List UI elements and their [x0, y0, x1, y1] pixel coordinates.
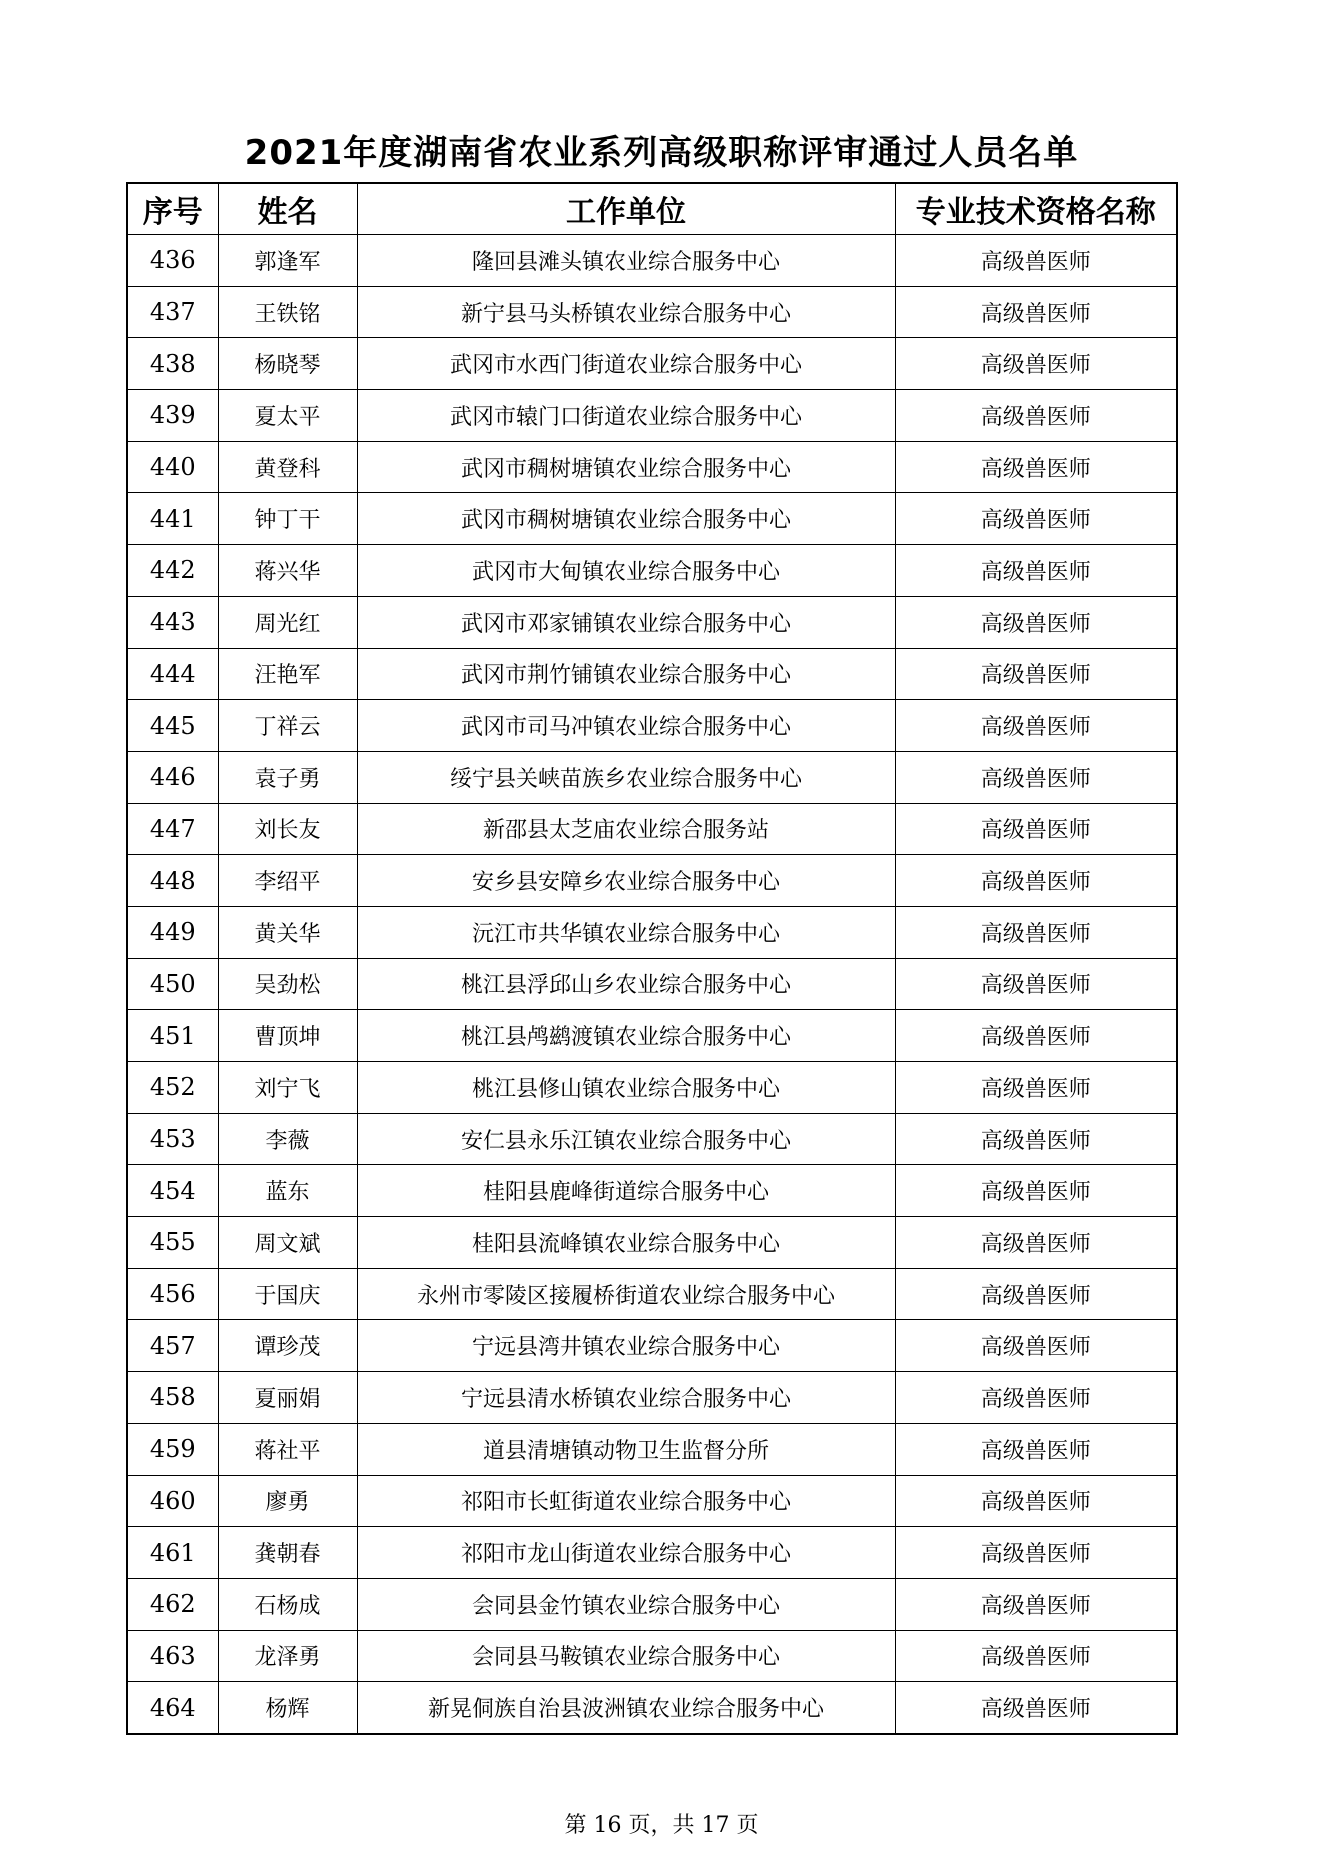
cell-name: 刘长友 — [218, 803, 357, 855]
cell-qualification: 高级兽医师 — [895, 1165, 1177, 1217]
cell-work-unit: 武冈市水西门街道农业综合服务中心 — [357, 338, 895, 390]
cell-serial: 444 — [127, 648, 218, 700]
table-row — [127, 648, 1177, 700]
cell-work-unit: 隆回县滩头镇农业综合服务中心 — [357, 235, 895, 287]
cell-name: 李薇 — [218, 1113, 357, 1165]
cell-qualification: 高级兽医师 — [895, 1578, 1177, 1630]
table-row — [127, 1320, 1177, 1372]
cell-name: 黄登科 — [218, 441, 357, 493]
cell-name: 李绍平 — [218, 855, 357, 907]
cell-name: 龙泽勇 — [218, 1630, 357, 1682]
cell-work-unit: 桃江县浮邱山乡农业综合服务中心 — [357, 958, 895, 1010]
cell-qualification: 高级兽医师 — [895, 338, 1177, 390]
page-title: 2021年度湖南省农业系列高级职称评审通过人员名单 — [244, 133, 1079, 173]
cell-work-unit: 宁远县清水桥镇农业综合服务中心 — [357, 1372, 895, 1424]
cell-name: 吴劲松 — [218, 958, 357, 1010]
cell-work-unit: 绥宁县关峡苗族乡农业综合服务中心 — [357, 751, 895, 803]
cell-serial: 463 — [127, 1630, 218, 1682]
table-row — [127, 1010, 1177, 1062]
cell-name: 汪艳军 — [218, 648, 357, 700]
cell-work-unit: 武冈市司马冲镇农业综合服务中心 — [357, 700, 895, 752]
column-header-qualification: 专业技术资格名称 — [895, 183, 1177, 235]
cell-qualification: 高级兽医师 — [895, 751, 1177, 803]
cell-qualification: 高级兽医师 — [895, 1113, 1177, 1165]
cell-name: 郭逢军 — [218, 235, 357, 287]
cell-work-unit: 沅江市共华镇农业综合服务中心 — [357, 906, 895, 958]
cell-name: 杨晓琴 — [218, 338, 357, 390]
cell-qualification: 高级兽医师 — [895, 1682, 1177, 1734]
table-row — [127, 958, 1177, 1010]
cell-serial: 450 — [127, 958, 218, 1010]
cell-work-unit: 桂阳县鹿峰街道综合服务中心 — [357, 1165, 895, 1217]
roster-table — [126, 182, 1178, 1735]
column-header-name: 姓名 — [218, 183, 357, 235]
cell-serial: 442 — [127, 545, 218, 597]
cell-qualification: 高级兽医师 — [895, 648, 1177, 700]
table-body — [127, 235, 1177, 1734]
cell-serial: 458 — [127, 1372, 218, 1424]
cell-qualification: 高级兽医师 — [895, 958, 1177, 1010]
table-row — [127, 1475, 1177, 1527]
cell-name: 曹顶坤 — [218, 1010, 357, 1062]
cell-work-unit: 新邵县太芝庙农业综合服务站 — [357, 803, 895, 855]
table-row — [127, 855, 1177, 907]
table-row — [127, 338, 1177, 390]
cell-serial: 456 — [127, 1268, 218, 1320]
cell-work-unit: 道县清塘镇动物卫生监督分所 — [357, 1423, 895, 1475]
cell-name: 杨辉 — [218, 1682, 357, 1734]
page-footer — [0, 1808, 1323, 1844]
cell-work-unit: 武冈市大甸镇农业综合服务中心 — [357, 545, 895, 597]
cell-serial: 455 — [127, 1217, 218, 1269]
cell-qualification: 高级兽医师 — [895, 1062, 1177, 1114]
cell-work-unit: 祁阳市长虹街道农业综合服务中心 — [357, 1475, 895, 1527]
cell-name: 蓝东 — [218, 1165, 357, 1217]
cell-serial: 459 — [127, 1423, 218, 1475]
table-row — [127, 1423, 1177, 1475]
table-row — [127, 1268, 1177, 1320]
cell-work-unit: 武冈市荆竹铺镇农业综合服务中心 — [357, 648, 895, 700]
table-row — [127, 1630, 1177, 1682]
cell-serial: 441 — [127, 493, 218, 545]
table-row — [127, 700, 1177, 752]
cell-serial: 449 — [127, 906, 218, 958]
cell-name: 黄关华 — [218, 906, 357, 958]
cell-serial: 445 — [127, 700, 218, 752]
cell-qualification: 高级兽医师 — [895, 441, 1177, 493]
cell-work-unit: 会同县马鞍镇农业综合服务中心 — [357, 1630, 895, 1682]
cell-qualification: 高级兽医师 — [895, 1527, 1177, 1579]
cell-work-unit: 武冈市邓家铺镇农业综合服务中心 — [357, 596, 895, 648]
cell-name: 廖勇 — [218, 1475, 357, 1527]
cell-qualification: 高级兽医师 — [895, 1475, 1177, 1527]
cell-serial: 451 — [127, 1010, 218, 1062]
cell-serial: 462 — [127, 1578, 218, 1630]
cell-work-unit: 新晃侗族自治县波洲镇农业综合服务中心 — [357, 1682, 895, 1734]
cell-serial: 452 — [127, 1062, 218, 1114]
cell-name: 周文斌 — [218, 1217, 357, 1269]
cell-serial: 436 — [127, 235, 218, 287]
cell-name: 夏丽娟 — [218, 1372, 357, 1424]
table-row — [127, 1527, 1177, 1579]
cell-work-unit: 会同县金竹镇农业综合服务中心 — [357, 1578, 895, 1630]
cell-qualification: 高级兽医师 — [895, 1423, 1177, 1475]
cell-serial: 461 — [127, 1527, 218, 1579]
cell-qualification: 高级兽医师 — [895, 493, 1177, 545]
cell-serial: 453 — [127, 1113, 218, 1165]
cell-name: 谭珍茂 — [218, 1320, 357, 1372]
cell-name: 石杨成 — [218, 1578, 357, 1630]
table-row — [127, 1372, 1177, 1424]
cell-serial: 443 — [127, 596, 218, 648]
page-number: 第 16 页，共 17 页 — [564, 1813, 759, 1838]
cell-serial: 437 — [127, 286, 218, 338]
cell-work-unit: 永州市零陵区接履桥街道农业综合服务中心 — [357, 1268, 895, 1320]
cell-work-unit: 桂阳县流峰镇农业综合服务中心 — [357, 1217, 895, 1269]
table-row — [127, 493, 1177, 545]
cell-name: 袁子勇 — [218, 751, 357, 803]
column-header-work-unit: 工作单位 — [357, 183, 895, 235]
cell-name: 夏太平 — [218, 390, 357, 442]
cell-work-unit: 安乡县安障乡农业综合服务中心 — [357, 855, 895, 907]
cell-work-unit: 武冈市辕门口街道农业综合服务中心 — [357, 390, 895, 442]
cell-work-unit: 宁远县湾井镇农业综合服务中心 — [357, 1320, 895, 1372]
table-row — [127, 803, 1177, 855]
cell-qualification: 高级兽医师 — [895, 1217, 1177, 1269]
cell-qualification: 高级兽医师 — [895, 1010, 1177, 1062]
table-row — [127, 1113, 1177, 1165]
column-header-serial: 序号 — [127, 183, 218, 235]
cell-name: 刘宁飞 — [218, 1062, 357, 1114]
cell-name: 周光红 — [218, 596, 357, 648]
cell-name: 龚朝春 — [218, 1527, 357, 1579]
cell-serial: 464 — [127, 1682, 218, 1734]
table-row — [127, 906, 1177, 958]
cell-serial: 448 — [127, 855, 218, 907]
cell-serial: 439 — [127, 390, 218, 442]
cell-qualification: 高级兽医师 — [895, 906, 1177, 958]
table-header-row — [127, 183, 1177, 235]
table-row — [127, 1682, 1177, 1734]
cell-work-unit: 安仁县永乐江镇农业综合服务中心 — [357, 1113, 895, 1165]
cell-serial: 440 — [127, 441, 218, 493]
cell-qualification: 高级兽医师 — [895, 596, 1177, 648]
cell-qualification: 高级兽医师 — [895, 1320, 1177, 1372]
table-row — [127, 545, 1177, 597]
table-row — [127, 1165, 1177, 1217]
cell-serial: 446 — [127, 751, 218, 803]
cell-qualification: 高级兽医师 — [895, 1268, 1177, 1320]
cell-serial: 438 — [127, 338, 218, 390]
table-row — [127, 1578, 1177, 1630]
cell-name: 蒋兴华 — [218, 545, 357, 597]
cell-work-unit: 新宁县马头桥镇农业综合服务中心 — [357, 286, 895, 338]
cell-serial: 460 — [127, 1475, 218, 1527]
cell-work-unit: 武冈市稠树塘镇农业综合服务中心 — [357, 493, 895, 545]
cell-qualification: 高级兽医师 — [895, 286, 1177, 338]
cell-qualification: 高级兽医师 — [895, 803, 1177, 855]
cell-qualification: 高级兽医师 — [895, 545, 1177, 597]
table-row — [127, 441, 1177, 493]
cell-serial: 457 — [127, 1320, 218, 1372]
cell-work-unit: 桃江县鸬鹚渡镇农业综合服务中心 — [357, 1010, 895, 1062]
cell-qualification: 高级兽医师 — [895, 855, 1177, 907]
cell-name: 王铁铭 — [218, 286, 357, 338]
table-row — [127, 596, 1177, 648]
table-row — [127, 235, 1177, 287]
cell-serial: 447 — [127, 803, 218, 855]
cell-serial: 454 — [127, 1165, 218, 1217]
cell-work-unit: 武冈市稠树塘镇农业综合服务中心 — [357, 441, 895, 493]
table-row — [127, 390, 1177, 442]
cell-name: 蒋社平 — [218, 1423, 357, 1475]
cell-qualification: 高级兽医师 — [895, 1630, 1177, 1682]
cell-work-unit: 祁阳市龙山街道农业综合服务中心 — [357, 1527, 895, 1579]
cell-name: 于国庆 — [218, 1268, 357, 1320]
cell-name: 钟丁干 — [218, 493, 357, 545]
cell-qualification: 高级兽医师 — [895, 1372, 1177, 1424]
table-row — [127, 286, 1177, 338]
table-row — [127, 1062, 1177, 1114]
table-row — [127, 1217, 1177, 1269]
cell-qualification: 高级兽医师 — [895, 700, 1177, 752]
cell-qualification: 高级兽医师 — [895, 390, 1177, 442]
cell-qualification: 高级兽医师 — [895, 235, 1177, 287]
cell-work-unit: 桃江县修山镇农业综合服务中心 — [357, 1062, 895, 1114]
table-row — [127, 751, 1177, 803]
cell-name: 丁祥云 — [218, 700, 357, 752]
